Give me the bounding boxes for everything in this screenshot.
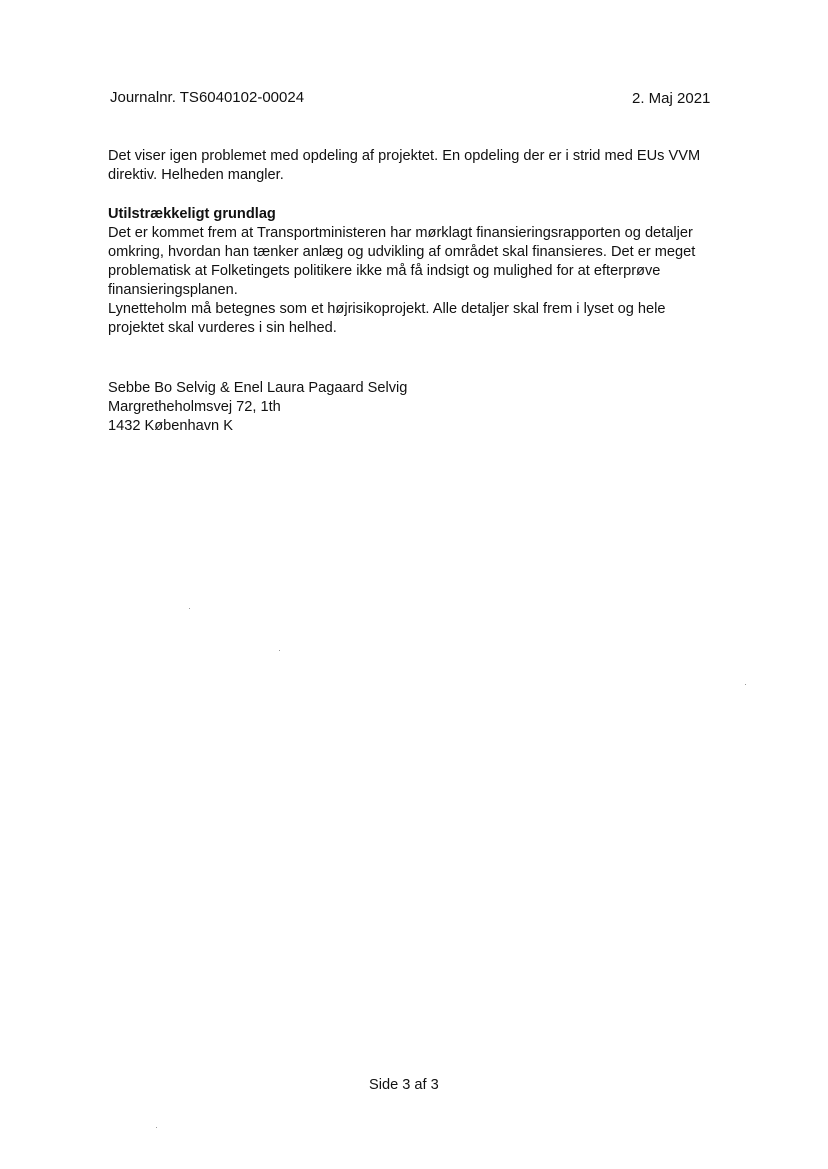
scan-speck — [156, 1127, 157, 1128]
signature-block — [108, 379, 728, 436]
scan-speck — [279, 650, 280, 651]
section-line: problematisk at Folketingets politikere ikke må få indsigt og mulighed for at efterprøve — [108, 263, 661, 279]
scan-speck — [745, 684, 746, 685]
document-date: 2. Maj 2021 — [632, 90, 711, 107]
section-line: finansieringsplanen. — [108, 282, 238, 298]
section-heading: Utilstrækkeligt grundlag — [108, 206, 276, 222]
intro-line: direktiv. Helheden mangler. — [108, 167, 284, 183]
signature-name: Sebbe Bo Selvig & Enel Laura Pagaard Selvig — [108, 380, 408, 396]
signature-street: Margretheholmsvej 72, 1th — [108, 399, 281, 415]
section-line: Det er kommet frem at Transportministeren har mørklagt finansieringsrapporten og detaljer — [108, 225, 693, 241]
section-insufficient-basis — [108, 205, 728, 338]
scan-speck — [189, 608, 190, 609]
section-line: Lynetteholm må betegnes som et højrisikoprojekt. Alle detaljer skal frem i lyset og hele — [108, 301, 666, 317]
signature-city: 1432 København K — [108, 418, 233, 434]
section-line: omkring, hvordan han tænker anlæg og udvikling af området skal finansieres. Det er meget — [108, 244, 696, 260]
journal-number: Journalnr. TS6040102-00024 — [110, 89, 305, 106]
section-line: projektet skal vurderes i sin helhed. — [108, 320, 337, 336]
intro-paragraph — [108, 147, 728, 185]
intro-line: Det viser igen problemet med opdeling af projektet. En opdeling der er i strid med EUs VVM — [108, 148, 701, 164]
page-number: Side 3 af 3 — [369, 1077, 439, 1093]
